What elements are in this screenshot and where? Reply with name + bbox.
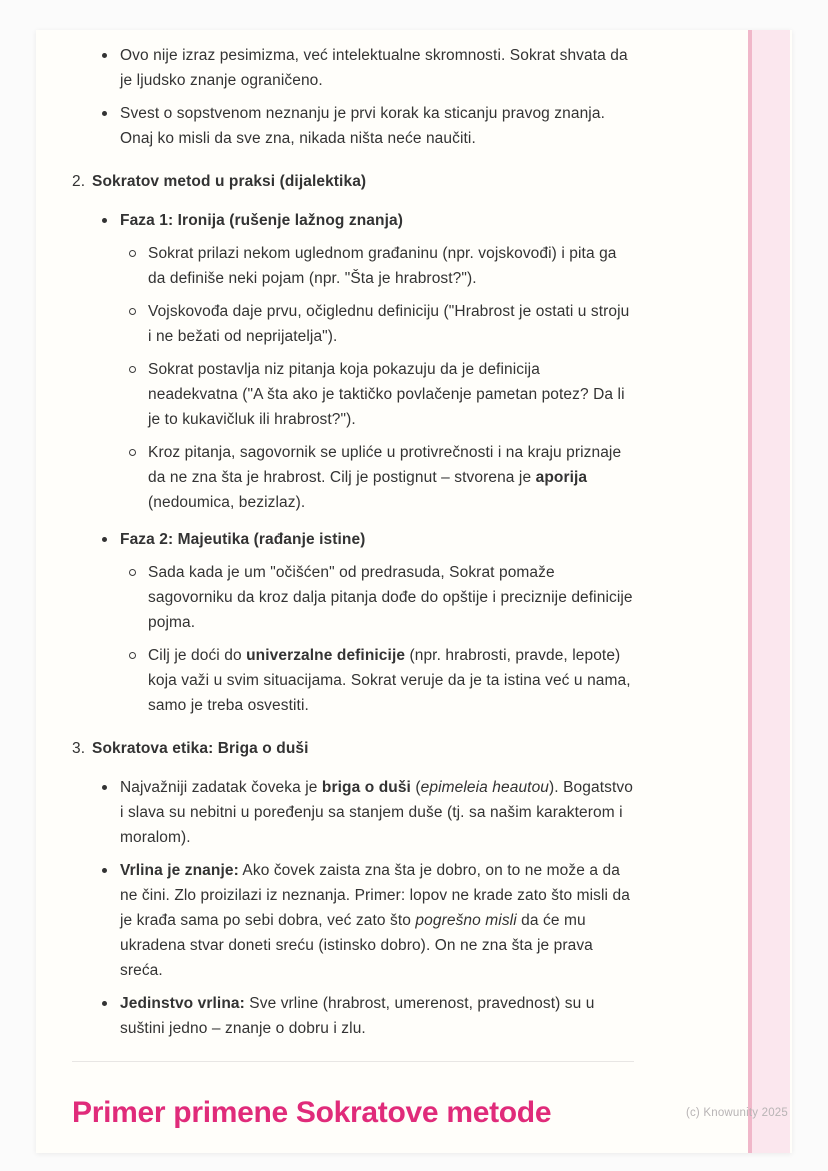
phase-title: Faza 2: Majeutika (rađanje istine) — [120, 531, 366, 548]
list-item-text: Vojskovođa daje prvu, očiglednu definiciju ("Hrabrost je ostati u stroju i ne bežati od neprijatelja"). — [148, 303, 630, 345]
list-item — [72, 858, 634, 983]
list-item — [72, 440, 634, 515]
list-item-text: Najvažniji zadatak čoveka je briga o duši (epimeleia heautou). Bogatstvo i slava su nebitni u poređenju sa stanjem duše (tj. sa našim karakterom i moralom). — [120, 779, 633, 846]
list-item-text: Sada kada je um "očišćen" od predrasuda, Sokrat pomaže sagovorniku da kroz dalja pitanja dođe do opštije i preciznije definicije pojma. — [148, 564, 633, 631]
list-item-text: Sokrat prilazi nekom uglednom građaninu (npr. vojskovođi) i pita ga da definiše neki pojam (npr. "Šta je hrabrost?"). — [148, 245, 617, 287]
list-item-text: Ovo nije izraz pesimizma, već intelektualne skromnosti. Sokrat shvata da je ljudsko znanje ograničeno. — [120, 47, 628, 89]
list-item — [72, 101, 634, 151]
section-title: Sokratov metod u praksi (dijalektika) — [92, 173, 367, 190]
phase-heading — [72, 527, 634, 552]
list-item-text: Sokrat postavlja niz pitanja koja pokazuju da je definicija neadekvatna ("A šta ako je taktičko povlačenje pametan potez? Da li je to kukavičluk ili hrabrost?"). — [148, 361, 625, 428]
phase-heading — [72, 208, 634, 233]
section-heading-2 — [72, 169, 634, 194]
list-item — [72, 241, 634, 291]
document-page — [36, 30, 792, 1153]
list-item-text: Cilj je doći do univerzalne definicije (npr. hrabrosti, pravde, lepote) koja važi u svim situacijama. Sokrat veruje da je ta istina već u nama, samo je treba osvestiti. — [148, 647, 631, 714]
section-title: Sokratova etika: Briga o duši — [92, 740, 309, 757]
list-item — [72, 560, 634, 635]
section-number: 2. — [72, 173, 86, 190]
list-item — [72, 357, 634, 432]
list-item — [72, 991, 634, 1041]
list-item — [72, 643, 634, 718]
list-item-text: Kroz pitanja, sagovornik se upliće u protivrečnosti i na kraju priznaje da ne zna šta je hrabrost. Cilj je postignut – stvorena je aporija (nedoumica, bezizlaz). — [148, 444, 622, 511]
list-item — [72, 299, 634, 349]
page-edge-strip — [748, 30, 790, 1153]
list-item-text: Vrlina je znanje: Ako čovek zaista zna šta je dobro, on to ne može a da ne čini. Zlo proizilazi iz neznanja. Primer: lopov ne krade zato što misli da je krađa sama po sebi dobra, već zato što pogrešno misli da će mu ukradena stvar doneti sreću (istinsko dobro). On ne zna šta je prava sreća. — [120, 862, 630, 979]
watermark: (c) Knowunity 2025 — [685, 1107, 788, 1119]
list-item-text: Jedinstvo vrlina: Sve vrline (hrabrost, umerenost, pravednost) su u suštini jedno – znanje o dobru i zlu. — [120, 995, 595, 1037]
list-item — [72, 775, 634, 850]
list-item-text: Svest o sopstvenom neznanju je prvi korak ka sticanju pravog znanja. Onaj ko misli da sve zna, nikada ništa neće naučiti. — [120, 105, 605, 147]
section-divider — [72, 1061, 634, 1062]
page-title: Primer primene Sokratove metode — [72, 1096, 552, 1129]
list-item — [72, 43, 634, 93]
phase-title: Faza 1: Ironija (rušenje lažnog znanja) — [120, 212, 403, 229]
section-heading-3 — [72, 736, 634, 761]
document-content — [36, 30, 634, 1062]
section-number: 3. — [72, 740, 86, 757]
